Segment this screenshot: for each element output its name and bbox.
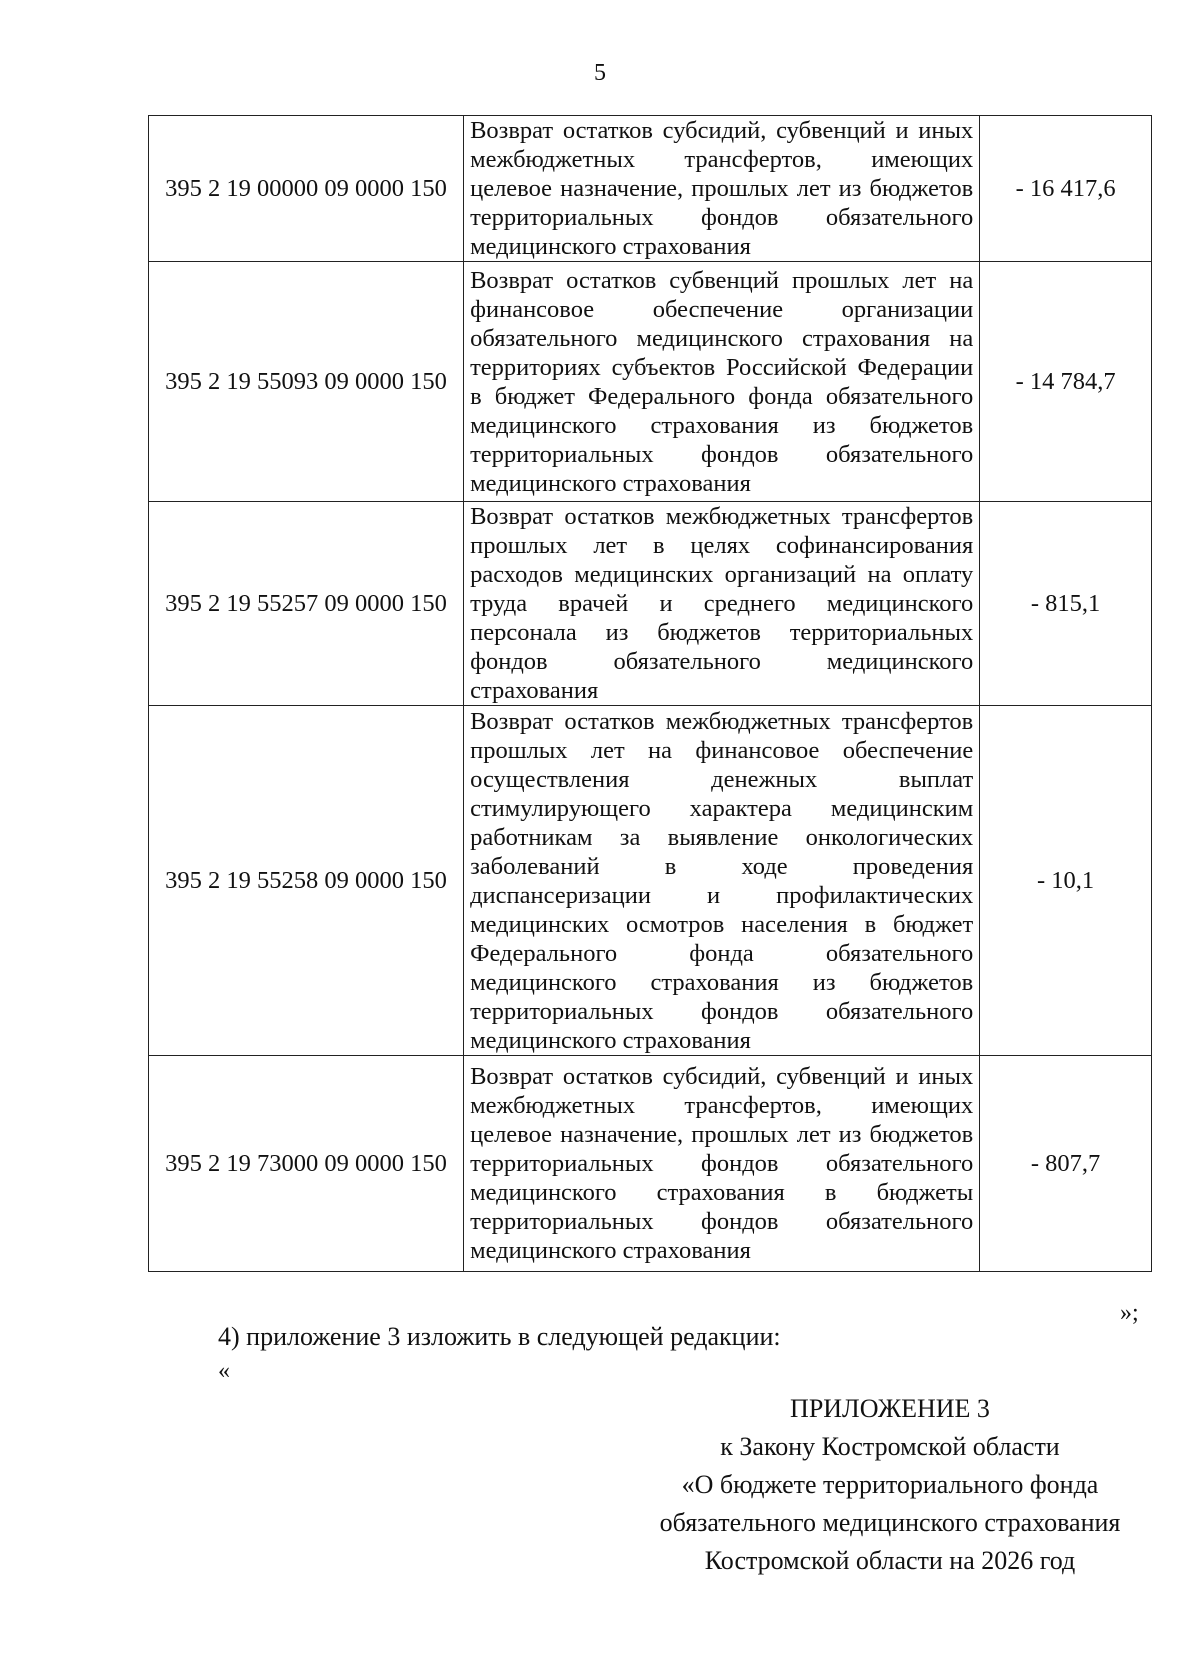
budget-code-cell: 395 2 19 55258 09 0000 150 bbox=[149, 706, 464, 1056]
amount-cell: - 14 784,7 bbox=[980, 262, 1152, 502]
appendix-line: обязательного медицинского страхования bbox=[659, 1508, 1121, 1537]
description-cell: Возврат остатков межбюджетных трансфертов прошлых лет в целях софинансирования расходов медицинских организаций на оплату труда врачей и среднего медицинского персонала из бюджетов территориальных фондов обязательного медицинского страхования bbox=[464, 502, 980, 706]
table-row bbox=[149, 1056, 1152, 1272]
description-cell: Возврат остатков субсидий, субвенций и иных межбюджетных трансфертов, имеющих целевое назначение, прошлых лет из бюджетов территориальных фондов обязательного медицинского страхования bbox=[464, 116, 980, 262]
amount-cell: - 16 417,6 bbox=[980, 116, 1152, 262]
table-row bbox=[149, 262, 1152, 502]
budget-code-cell: 395 2 19 55257 09 0000 150 bbox=[149, 502, 464, 706]
appendix-line: Костромской области на 2026 год bbox=[704, 1546, 1076, 1575]
appendix-line: «О бюджете территориального фонда bbox=[681, 1470, 1099, 1499]
amendment-instruction: 4) приложение 3 изложить в следующей редакции: bbox=[218, 1322, 781, 1351]
closing-quote: »; bbox=[1120, 1300, 1139, 1326]
table-row bbox=[149, 502, 1152, 706]
amount-cell: - 10,1 bbox=[980, 706, 1152, 1056]
amount-cell: - 815,1 bbox=[980, 502, 1152, 706]
appendix-heading bbox=[640, 1390, 1140, 1580]
budget-table bbox=[148, 115, 1152, 1272]
table-row bbox=[149, 116, 1152, 262]
page-number: 5 bbox=[594, 60, 606, 86]
budget-code-cell: 395 2 19 00000 09 0000 150 bbox=[149, 116, 464, 262]
budget-code-cell: 395 2 19 73000 09 0000 150 bbox=[149, 1056, 464, 1272]
appendix-title: ПРИЛОЖЕНИЕ 3 bbox=[790, 1394, 990, 1423]
appendix-line: к Закону Костромской области bbox=[720, 1432, 1060, 1461]
description-cell: Возврат остатков субсидий, субвенций и иных межбюджетных трансфертов, имеющих целевое назначение, прошлых лет из бюджетов территориальных фондов обязательного медицинского страхования в бюджеты территориальных фондов обязательного медицинского страхования bbox=[464, 1056, 980, 1272]
description-cell: Возврат остатков субвенций прошлых лет на финансовое обеспечение организации обязательного медицинского страхования на территориях субъектов Российской Федерации в бюджет Федерального фонда обязательного медицинского страхования из бюджетов территориальных фондов обязательного медицинского страхования bbox=[464, 262, 980, 502]
amount-cell: - 807,7 bbox=[980, 1056, 1152, 1272]
opening-quote: « bbox=[218, 1358, 230, 1384]
budget-code-cell: 395 2 19 55093 09 0000 150 bbox=[149, 262, 464, 502]
table-row bbox=[149, 706, 1152, 1056]
description-cell: Возврат остатков межбюджетных трансфертов прошлых лет на финансовое обеспечение осуществления денежных выплат стимулирующего характера медицинским работникам за выявление онкологических заболеваний в ходе проведения диспансеризации и профилактических медицинских осмотров населения в бюджет Федерального фонда обязательного медицинского страхования из бюджетов территориальных фондов обязательного медицинского страхования bbox=[464, 706, 980, 1056]
